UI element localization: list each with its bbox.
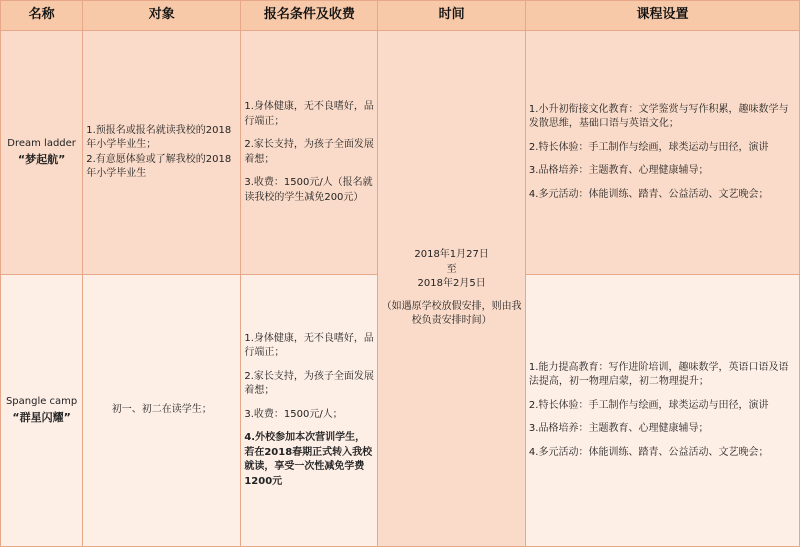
courses-cell [525, 31, 799, 275]
target-line: 初一、初二在读学生； [111, 404, 212, 416]
time-note: （如遇原学校放假安排，则由我校负责安排时间） [381, 300, 522, 327]
table-header-row [1, 1, 800, 31]
time-to: 至 [446, 263, 457, 275]
condition-item: 3.收费：1500元/人（报名就读我校的学生减免200元） [244, 177, 373, 203]
target-cell [83, 275, 241, 547]
header-conditions: 报名条件及收费 [241, 1, 378, 31]
camp-name-cell [1, 31, 83, 275]
course-item: 3.品格培养：主题教育、心理健康辅导； [528, 423, 709, 435]
condition-item-highlight: 4.外校参加本次营训学生，若在2018春期正式转入我校就读，享受一次性减免学费1200元 [244, 432, 373, 487]
course-item: 3.品格培养：主题教育、心理健康辅导； [528, 165, 709, 177]
time-start: 2018年1月27日 [414, 249, 489, 261]
camp-name-en: Spangle camp [5, 396, 78, 408]
course-item: 4.多元活动：体能训练、踏青、公益活动、文艺晚会； [528, 188, 769, 200]
header-time: 时间 [378, 1, 526, 31]
header-name: 名称 [1, 1, 83, 31]
time-cell [378, 31, 526, 547]
courses-cell [525, 275, 799, 547]
condition-item: 1.身体健康，无不良嗜好，品行端正； [244, 332, 374, 359]
camp-name-en: Dream ladder [7, 138, 76, 150]
course-item: 1.能力提高教育：写作进阶培训，趣味数学，英语口语及语法提高，初一物理启蒙，初二物理提升； [528, 361, 789, 388]
conditions-cell [241, 275, 378, 547]
header-courses: 课程设置 [525, 1, 799, 31]
table-row [1, 31, 800, 275]
camp-name-cell [1, 275, 83, 547]
course-item: 2.特长体验：手工制作与绘画，球类运动与田径，演讲 [528, 141, 769, 153]
target-cell [83, 31, 241, 275]
course-item: 1.小升初衔接文化教育：文学鉴赏与写作积累，趣味数学与发散思维，基础口语与英语文化； [528, 103, 789, 130]
target-line: 2.有意愿体验或了解我校的2018年小学毕业生 [86, 153, 232, 179]
camp-name-cn: “梦起航” [17, 152, 66, 166]
header-target: 对象 [83, 1, 241, 31]
time-end: 2018年2月5日 [417, 278, 486, 290]
course-item: 2.特长体验：手工制作与绘画，球类运动与田径，演讲 [528, 399, 769, 411]
course-item: 4.多元活动：体能训练、踏青、公益活动、文艺晚会； [528, 446, 769, 458]
time-gap [381, 292, 522, 300]
conditions-cell [241, 31, 378, 275]
condition-item: 3.收费：1500元/人； [244, 408, 343, 420]
condition-item: 2.家长支持，为孩子全面发展着想； [244, 370, 374, 397]
condition-item: 2.家长支持，为孩子全面发展着想； [244, 139, 374, 165]
camp-name-cn: “群星闪耀” [12, 410, 71, 424]
condition-item: 1.身体健康，无不良嗜好，品行端正； [244, 101, 374, 127]
target-line: 1.预报名或报名就读我校的2018年小学毕业生； [86, 124, 232, 150]
